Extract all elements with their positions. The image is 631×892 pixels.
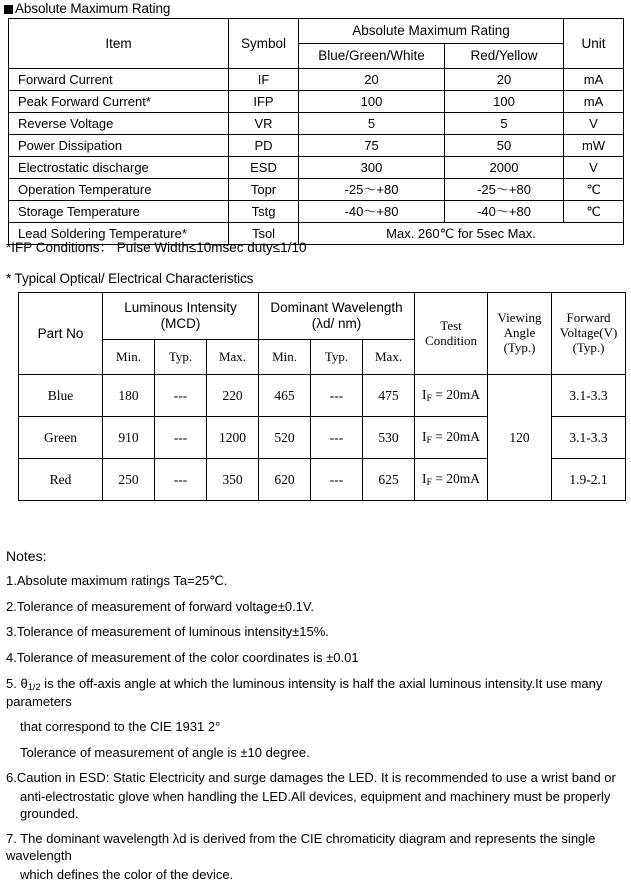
row-symbol: IF xyxy=(229,69,299,91)
note-item-5-line2: that correspond to the CIE 1931 2° xyxy=(20,719,221,735)
header-unit: Unit xyxy=(564,19,624,69)
table-row xyxy=(9,91,624,113)
row-item: Power Dissipation xyxy=(9,135,229,157)
row-symbol: Topr xyxy=(229,179,299,201)
row-bgw-value: 75 xyxy=(299,135,445,157)
test-condition-symbol: I xyxy=(422,428,427,444)
header-dominant-wavelength xyxy=(259,293,415,340)
table-row xyxy=(9,135,624,157)
abs-max-rating-heading xyxy=(4,1,170,16)
note-item-1: 1.Absolute maximum ratings Ta=25℃. xyxy=(6,573,228,588)
header-viewing-angle-line1: Viewing xyxy=(497,310,542,326)
row-item: Reverse Voltage xyxy=(9,113,229,135)
row-dw-min: 520 xyxy=(259,417,311,459)
note-item-6-line2: anti-electrostatic glove when handling the LED.All devices, equipment and machinery must be properly grounded. xyxy=(20,789,611,821)
row-forward-voltage: 3.1-3.3 xyxy=(552,375,626,417)
header-luminous-intensity xyxy=(103,293,259,340)
row-symbol: VR xyxy=(229,113,299,135)
row-dw-max: 475 xyxy=(363,375,415,417)
row-bgw-value: 100 xyxy=(299,91,445,113)
row-dw-min: 465 xyxy=(259,375,311,417)
table-row xyxy=(9,179,624,201)
table-header-row xyxy=(19,293,626,340)
header-li-min: Min. xyxy=(103,340,155,375)
row-ry-value: 5 xyxy=(445,113,564,135)
row-ry-value: -40〜+80 xyxy=(445,201,564,223)
row-test-condition xyxy=(415,417,488,459)
row-span-value: Max. 260℃ for 5sec Max. xyxy=(299,223,624,245)
row-li-min: 250 xyxy=(103,459,155,501)
row-unit: ℃ xyxy=(564,201,624,223)
row-unit: ℃ xyxy=(564,179,624,201)
test-condition-symbol: I xyxy=(422,470,427,486)
row-symbol: ESD xyxy=(229,157,299,179)
table-header-row xyxy=(9,19,624,44)
header-luminous-intensity-unit: (MCD) xyxy=(160,316,201,331)
note-item-2: 2.Tolerance of measurement of forward voltage±0.1V. xyxy=(6,598,314,614)
note-item-5-line3: Tolerance of measurement of angle is ±10 degree. xyxy=(20,744,310,760)
note-item-7-line2: which defines the color of the device. xyxy=(20,866,234,882)
row-unit: V xyxy=(564,113,624,135)
row-li-max: 220 xyxy=(207,375,259,417)
header-li-max: Max. xyxy=(207,340,259,375)
header-dw-min: Min. xyxy=(259,340,311,375)
row-li-max: 1200 xyxy=(207,417,259,459)
absolute-maximum-rating-table xyxy=(8,18,624,245)
header-viewing-angle-line3: (Typ.) xyxy=(503,339,536,355)
typical-optical-heading: * Typical Optical/ Electrical Characteristics xyxy=(6,271,254,286)
header-forward-voltage-line3: (Typ.) xyxy=(572,339,605,355)
note-item-5 xyxy=(6,676,625,711)
table-row xyxy=(9,69,624,91)
row-item: Storage Temperature xyxy=(9,201,229,223)
row-dw-max: 530 xyxy=(363,417,415,459)
table-row xyxy=(9,201,624,223)
test-condition-symbol: I xyxy=(422,386,427,402)
row-li-min: 180 xyxy=(103,375,155,417)
row-bgw-value: 20 xyxy=(299,69,445,91)
typical-optical-electrical-table xyxy=(18,292,626,501)
header-forward-voltage-line1: Forward xyxy=(566,310,611,326)
row-symbol: IFP xyxy=(229,91,299,113)
header-rating-blue-green-white: Blue/Green/White xyxy=(299,44,445,69)
header-item: Item xyxy=(9,19,229,69)
note5-theta: 5. θ xyxy=(6,675,28,691)
row-bgw-value: -40〜+80 xyxy=(299,201,445,223)
header-viewing-angle-line2: Angle xyxy=(503,325,536,341)
note5-subscript: 1/2 xyxy=(27,681,41,692)
row-ry-value: -25〜+80 xyxy=(445,179,564,201)
header-symbol: Symbol xyxy=(229,19,299,69)
row-part-no: Blue xyxy=(19,375,103,417)
table-row xyxy=(19,375,626,417)
row-dw-typ: --- xyxy=(311,417,363,459)
header-dominant-wavelength-line1: Dominant Wavelength xyxy=(270,300,403,316)
header-luminous-intensity-line1: Luminous Intensity xyxy=(124,300,237,316)
test-condition-subscript: F xyxy=(426,434,432,446)
row-unit: mW xyxy=(564,135,624,157)
header-forward-voltage-line2: Voltage(V) xyxy=(559,325,618,341)
row-symbol: PD xyxy=(229,135,299,157)
note-item-4: 4.Tolerance of measurement of the color coordinates is ±0.01 xyxy=(6,649,359,665)
test-condition-value: = 20mA xyxy=(431,386,481,402)
ifp-conditions-footnote: *IFP Conditions： Pulse Width≤10msec duty≤1/10 xyxy=(6,240,307,255)
note5-text: is the off-axis angle at which the luminous intensity is half the axial luminous intensity.It use many parameters xyxy=(6,675,603,709)
row-item: Forward Current xyxy=(9,69,229,91)
row-ry-value: 20 xyxy=(445,69,564,91)
row-bgw-value: 300 xyxy=(299,157,445,179)
notes-title: Notes: xyxy=(6,548,47,564)
note-item-3: 3.Tolerance of measurement of luminous intensity±15%. xyxy=(6,624,329,640)
row-ry-value: 2000 xyxy=(445,157,564,179)
row-forward-voltage: 1.9-2.1 xyxy=(552,459,626,501)
test-condition-value: = 20mA xyxy=(431,470,481,486)
test-condition-value: = 20mA xyxy=(431,428,481,444)
header-test-condition-line2: Condition xyxy=(425,332,478,348)
row-unit: V xyxy=(564,157,624,179)
header-test-condition xyxy=(415,293,488,375)
header-viewing-angle xyxy=(488,293,552,375)
note-item-7-line1: 7. The dominant wavelength λd is derived from the CIE chromaticity diagram and represents the single wavelength xyxy=(6,831,596,863)
header-forward-voltage xyxy=(552,293,626,375)
notes-section xyxy=(6,548,625,892)
header-dw-max: Max. xyxy=(363,340,415,375)
row-dw-typ: --- xyxy=(311,375,363,417)
row-li-typ: --- xyxy=(155,375,207,417)
row-item: Peak Forward Current* xyxy=(9,91,229,113)
row-part-no: Red xyxy=(19,459,103,501)
row-bgw-value: -25〜+80 xyxy=(299,179,445,201)
square-bullet-icon xyxy=(4,5,13,14)
test-condition-subscript: F xyxy=(426,392,432,404)
table-row xyxy=(9,157,624,179)
row-dw-typ: --- xyxy=(311,459,363,501)
row-li-min: 910 xyxy=(103,417,155,459)
header-li-typ: Typ. xyxy=(155,340,207,375)
note-item-6-line1: 6.Caution in ESD: Static Electricity and surge damages the LED. It is recommended to use a wrist band or xyxy=(6,770,616,786)
header-rating-group: Absolute Maximum Rating xyxy=(299,19,564,44)
row-test-condition xyxy=(415,375,488,417)
row-dw-min: 620 xyxy=(259,459,311,501)
row-symbol: Tsol xyxy=(229,223,299,245)
row-ry-value: 50 xyxy=(445,135,564,157)
header-dw-typ: Typ. xyxy=(311,340,363,375)
row-part-no: Green xyxy=(19,417,103,459)
row-item: Operation Temperature xyxy=(9,179,229,201)
row-dw-max: 625 xyxy=(363,459,415,501)
row-test-condition xyxy=(415,459,488,501)
row-li-typ: --- xyxy=(155,417,207,459)
header-dominant-wavelength-unit: (λd/ nm) xyxy=(311,316,362,331)
header-part-no: Part No xyxy=(19,293,103,375)
table-row xyxy=(9,113,624,135)
abs-max-rating-heading-text: Absolute Maximum Rating xyxy=(15,1,171,16)
row-forward-voltage: 3.1-3.3 xyxy=(552,417,626,459)
row-symbol: Tstg xyxy=(229,201,299,223)
row-bgw-value: 5 xyxy=(299,113,445,135)
row-viewing-angle: 120 xyxy=(488,375,552,501)
row-unit: mA xyxy=(564,69,624,91)
test-condition-subscript: F xyxy=(426,476,432,488)
row-ry-value: 100 xyxy=(445,91,564,113)
row-li-max: 350 xyxy=(207,459,259,501)
row-item: Lead Soldering Temperature* xyxy=(9,223,229,245)
row-unit: mA xyxy=(564,91,624,113)
header-rating-red-yellow: Red/Yellow xyxy=(445,44,564,69)
header-test-condition-line1: Test xyxy=(440,317,462,333)
row-item: Electrostatic discharge xyxy=(9,157,229,179)
row-li-typ: --- xyxy=(155,459,207,501)
